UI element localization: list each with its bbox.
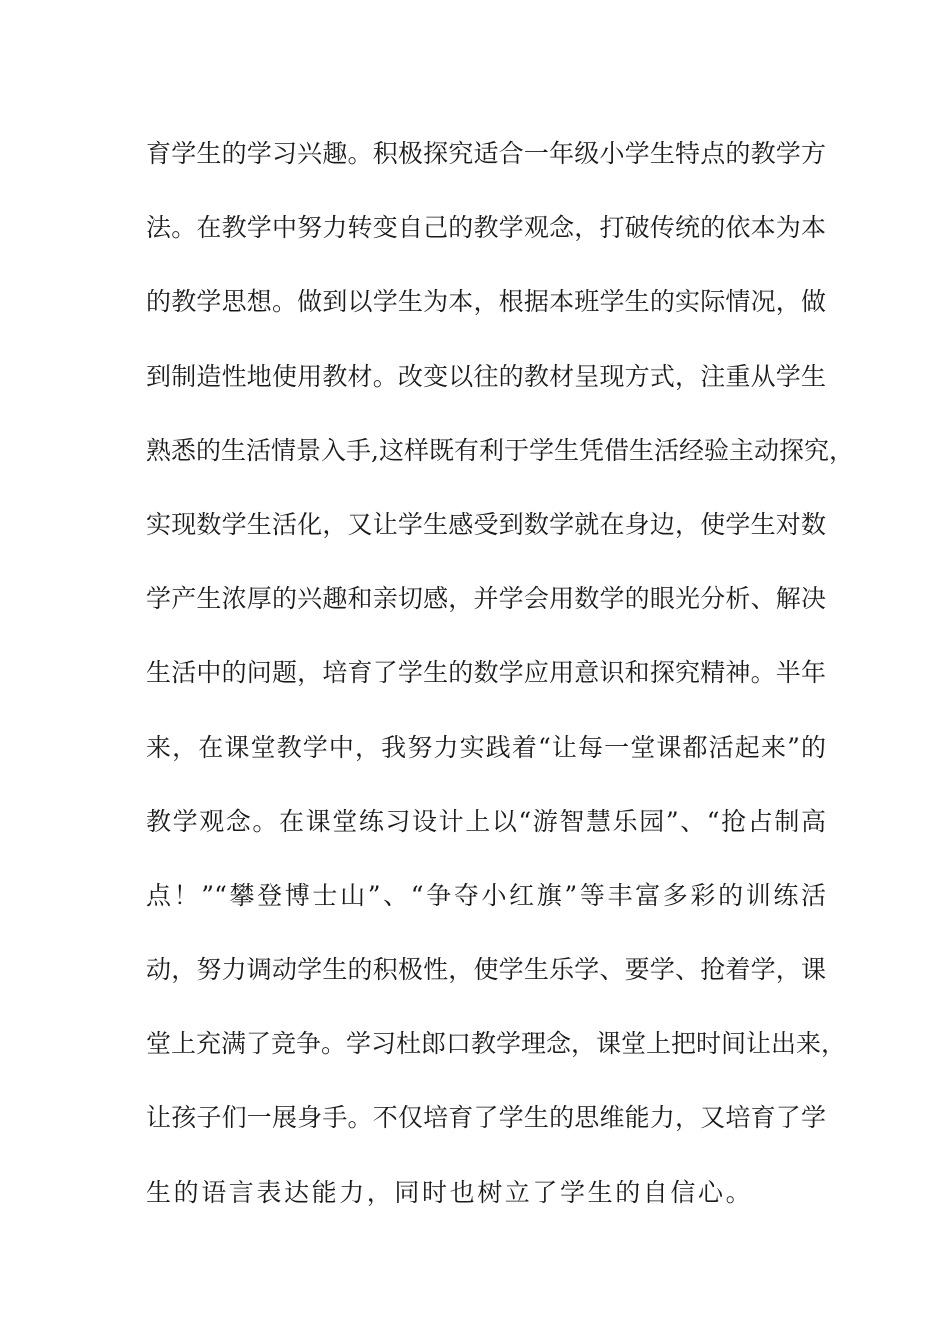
text-line-14: 让孩子们一展身手。不仅培育了学生的思维能力，又培育了学: [146, 1103, 826, 1133]
text-line-6: 实现数学生活化，又让学生感受到数学就在身边，使学生对数: [146, 509, 826, 539]
text-line-11: 点！”“攀登博士山”、“争夺小红旗”等丰富多彩的训练活: [146, 880, 826, 910]
text-line-7: 学产生浓厚的兴趣和亲切感，并学会用数学的眼光分析、解决: [146, 584, 826, 614]
text-line-8: 生活中的问题，培育了学生的数学应用意识和探究精神。半年: [146, 658, 826, 688]
text-line-13: 堂上充满了竞争。学习杜郎口教学理念，课堂上把时间让出来，: [146, 1029, 847, 1059]
text-line-1: 育学生的学习兴趣。积极探究适合一年级小学生特点的教学方: [146, 139, 826, 168]
text-line-5: 熟悉的生活情景入手,这样既有利于学生凭借生活经验主动探究，: [146, 435, 854, 465]
text-line-15: 生的语言表达能力，同时也树立了学生的自信心。: [146, 1177, 754, 1207]
text-line-10: 教学观念。在课堂练习设计上以“游智慧乐园”、“抢占制高: [146, 806, 826, 836]
text-line-2: 法。在教学中努力转变自己的教学观念，打破传统的依本为本: [146, 213, 826, 243]
text-line-4: 到制造性地使用教材。改变以往的教材呈现方式，注重从学生: [146, 361, 826, 391]
body-text: [146, 132, 854, 1245]
text-line-12: 动，努力调动学生的积极性，使学生乐学、要学、抢着学，课: [146, 955, 826, 985]
text-line-9: 来，在课堂教学中，我努力实践着“让每一堂课都活起来”的: [146, 732, 826, 762]
text-line-3: 的教学思想。做到以学生为本，根据本班学生的实际情况，做: [146, 287, 826, 317]
